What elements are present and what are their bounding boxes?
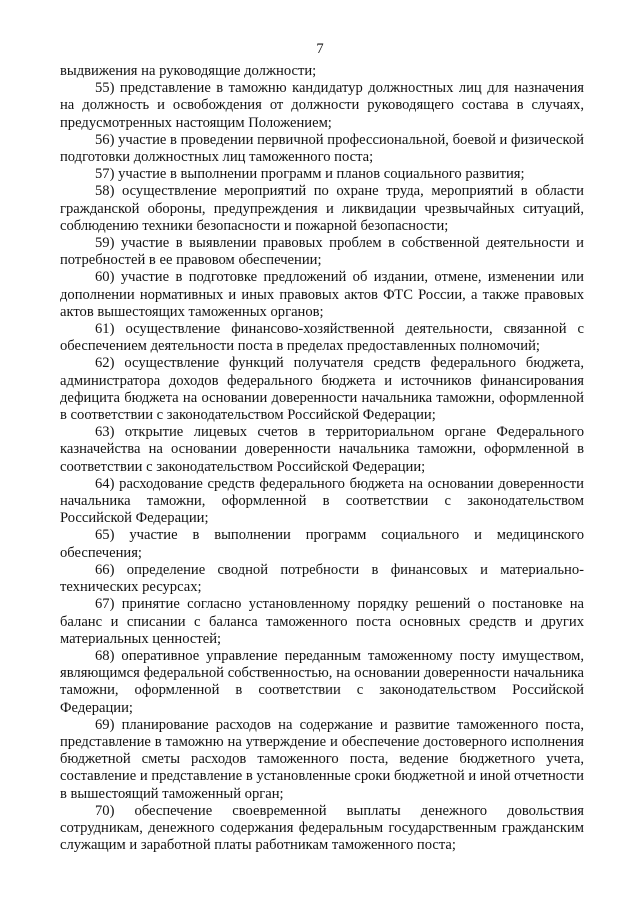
paragraph-64: 64) расходование средств федерального бюджета на основании доверенности начальника таможни, оформленной в соответствии с законодательством Российской Федерации; — [60, 475, 584, 527]
paragraph-68: 68) оперативное управление переданным таможенному посту имуществом, являющимся федеральной собственностью, на основании доверенности начальника таможни, оформленной в соответствии с законодательством Российской Федерации; — [60, 647, 584, 716]
paragraph-55: 55) представление в таможню кандидатур должностных лиц для назначения на должность и освобождения от должности руководящего состава в случаях, предусмотренных настоящим Положением; — [60, 80, 584, 131]
paragraph-continuation: выдвижения на руководящие должности; — [60, 63, 317, 79]
paragraph-67: 67) принятие согласно установленному порядку решений о постановке на баланс и списании с баланса таможенного поста основных средств и других материальных ценностей; — [60, 596, 584, 647]
paragraph-65: 65) участие в выполнении программ социального и медицинского обеспечения; — [60, 527, 584, 561]
paragraph-59: 59) участие в выявлении правовых проблем в собственной деятельности и потребностей в ее правовом обеспечении; — [60, 235, 584, 269]
document-body — [60, 63, 584, 854]
paragraph-58: 58) осуществление мероприятий по охране труда, мероприятий в области гражданской обороны, предупреждения и ликвидации чрезвычайных ситуаций, соблюдению техники безопасности и пожарной безопасности; — [60, 183, 584, 234]
paragraph-57: 57) участие в выполнении программ и планов социального развития; — [95, 166, 525, 183]
paragraph-66: 66) определение сводной потребности в финансовых и материально-технических ресурсах; — [60, 561, 584, 596]
paragraph-62: 62) осуществление функций получателя средств федерального бюджета, администратора доходов федерального бюджета и источников финансирования дефицита бюджета на основании доверенности начальника таможни, оформленной в соответствии с законодательством Российской Федерации; — [60, 355, 584, 424]
page-number: 7 — [316, 41, 324, 57]
paragraph-61: 61) осуществление финансово-хозяйственной деятельности, связанной с обеспечением деятельности поста в пределах предоставленных полномочий; — [60, 321, 584, 355]
paragraph-70: 70) обеспечение своевременной выплаты денежного довольствия сотрудникам, денежного содержания федеральным государственным гражданским служащим и заработной платы работникам таможенного поста; — [60, 802, 584, 854]
paragraph-69: 69) планирование расходов на содержание и развитие таможенного поста, представление в таможню на утверждение и обеспечение достоверного исполнения бюджетной сметы расходов таможенного поста, ведение бюджетного учета, составление и представление в установленные сроки бюджетной и иной отчетности в вышестоящий таможенный орган; — [60, 716, 584, 802]
paragraph-63: 63) открытие лицевых счетов в территориальном органе Федерального казначейства на основании доверенности начальника таможни, оформленной в соответствии с законодательством Российской Федерации; — [60, 424, 584, 475]
paragraph-60: 60) участие в подготовке предложений об издании, отмене, изменении или дополнении нормативных и иных правовых актов ФТС России, а также правовых актов вышестоящих таможенных органов; — [60, 269, 584, 320]
paragraph-56: 56) участие в проведении первичной профессиональной, боевой и физической подготовки должностных лиц таможенного поста; — [60, 131, 584, 166]
